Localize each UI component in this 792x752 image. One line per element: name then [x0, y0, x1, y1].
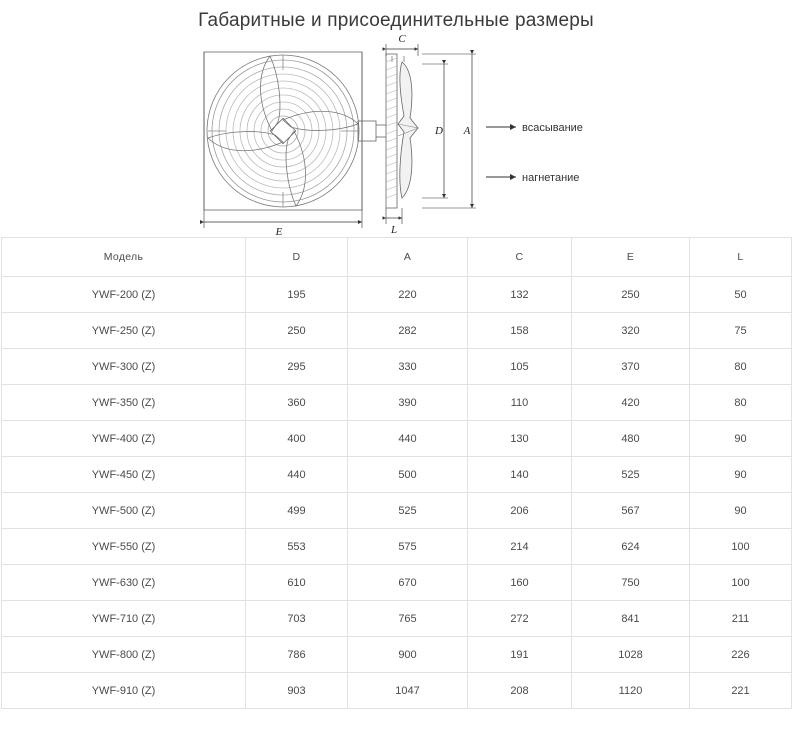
col-header-l: L: [690, 238, 792, 277]
cell-l: 226: [690, 637, 792, 673]
cell-l: 80: [690, 349, 792, 385]
cell-e: 750: [572, 565, 690, 601]
table-body: [2, 277, 792, 709]
table-row: [2, 673, 792, 709]
cell-e: 320: [572, 313, 690, 349]
cell-e: 841: [572, 601, 690, 637]
cell-c: 132: [468, 277, 572, 313]
cell-d: 903: [246, 673, 348, 709]
cell-l: 90: [690, 457, 792, 493]
cell-d: 295: [246, 349, 348, 385]
cell-l: 100: [690, 565, 792, 601]
cell-e: 567: [572, 493, 690, 529]
cell-e: 480: [572, 421, 690, 457]
table-header-row: [2, 238, 792, 277]
cell-c: 110: [468, 385, 572, 421]
cell-model: YWF-450 (Z): [2, 457, 246, 493]
dimension-A: [422, 54, 476, 208]
table-row: [2, 349, 792, 385]
annotation-discharge: [486, 172, 579, 184]
cell-c: 191: [468, 637, 572, 673]
cell-e: 370: [572, 349, 690, 385]
label-A: A: [463, 125, 471, 137]
cell-a: 440: [348, 421, 468, 457]
cell-model: YWF-350 (Z): [2, 385, 246, 421]
cell-a: 575: [348, 529, 468, 565]
label-suction: всасывание: [522, 122, 583, 134]
cell-e: 624: [572, 529, 690, 565]
col-header-d: D: [246, 238, 348, 277]
cell-model: YWF-200 (Z): [2, 277, 246, 313]
cell-model: YWF-500 (Z): [2, 493, 246, 529]
cell-a: 900: [348, 637, 468, 673]
cell-e: 525: [572, 457, 690, 493]
cell-d: 360: [246, 385, 348, 421]
cell-c: 272: [468, 601, 572, 637]
cell-l: 221: [690, 673, 792, 709]
cell-l: 75: [690, 313, 792, 349]
cell-model: YWF-630 (Z): [2, 565, 246, 601]
cell-c: 160: [468, 565, 572, 601]
cell-c: 208: [468, 673, 572, 709]
label-discharge: нагнетание: [522, 172, 580, 184]
cell-l: 90: [690, 421, 792, 457]
cell-d: 440: [246, 457, 348, 493]
cell-c: 105: [468, 349, 572, 385]
cell-l: 90: [690, 493, 792, 529]
cell-model: YWF-800 (Z): [2, 637, 246, 673]
cell-d: 553: [246, 529, 348, 565]
col-header-e: E: [572, 238, 690, 277]
cell-a: 1047: [348, 673, 468, 709]
cell-d: 703: [246, 601, 348, 637]
cell-d: 786: [246, 637, 348, 673]
cell-model: YWF-710 (Z): [2, 601, 246, 637]
label-L: L: [390, 224, 398, 236]
table-row: [2, 529, 792, 565]
cell-a: 500: [348, 457, 468, 493]
table-row: [2, 313, 792, 349]
cell-a: 330: [348, 349, 468, 385]
dimension-E: [204, 210, 362, 237]
cell-a: 390: [348, 385, 468, 421]
cell-l: 80: [690, 385, 792, 421]
cell-e: 420: [572, 385, 690, 421]
cell-d: 610: [246, 565, 348, 601]
dimension-C: [386, 33, 418, 62]
cell-model: YWF-910 (Z): [2, 673, 246, 709]
annotation-suction: [486, 122, 583, 134]
page-title: Габаритные и присоединительные размеры: [198, 10, 594, 31]
cell-l: 211: [690, 601, 792, 637]
label-E: E: [275, 226, 283, 237]
dimensions-table: [1, 237, 792, 709]
table-row: [2, 277, 792, 313]
cell-d: 499: [246, 493, 348, 529]
cell-model: YWF-300 (Z): [2, 349, 246, 385]
cell-d: 250: [246, 313, 348, 349]
cell-a: 670: [348, 565, 468, 601]
col-header-c: C: [468, 238, 572, 277]
col-header-a: A: [348, 238, 468, 277]
cell-d: 400: [246, 421, 348, 457]
cell-a: 282: [348, 313, 468, 349]
col-header-model: Модель: [2, 238, 246, 277]
cell-c: 214: [468, 529, 572, 565]
cell-a: 525: [348, 493, 468, 529]
cell-e: 1120: [572, 673, 690, 709]
diagram-svg: [186, 32, 606, 237]
cell-c: 206: [468, 493, 572, 529]
table-row: [2, 493, 792, 529]
cell-a: 765: [348, 601, 468, 637]
cell-model: YWF-400 (Z): [2, 421, 246, 457]
table-row: [2, 565, 792, 601]
cell-a: 220: [348, 277, 468, 313]
cell-c: 158: [468, 313, 572, 349]
side-view: [358, 54, 418, 208]
cell-c: 130: [468, 421, 572, 457]
cell-e: 1028: [572, 637, 690, 673]
table-row: [2, 421, 792, 457]
dimension-D: [422, 64, 448, 198]
dimension-L: [386, 208, 402, 236]
cell-l: 100: [690, 529, 792, 565]
cell-c: 140: [468, 457, 572, 493]
front-view: [204, 52, 362, 210]
table-header: [2, 238, 792, 277]
cell-model: YWF-550 (Z): [2, 529, 246, 565]
label-C: C: [398, 33, 406, 45]
table-row: [2, 637, 792, 673]
cell-e: 250: [572, 277, 690, 313]
cell-model: YWF-250 (Z): [2, 313, 246, 349]
table-row: [2, 457, 792, 493]
cell-l: 50: [690, 277, 792, 313]
dimension-diagram: [0, 32, 792, 237]
label-D: D: [435, 125, 443, 137]
cell-d: 195: [246, 277, 348, 313]
table-row: [2, 385, 792, 421]
table-row: [2, 601, 792, 637]
